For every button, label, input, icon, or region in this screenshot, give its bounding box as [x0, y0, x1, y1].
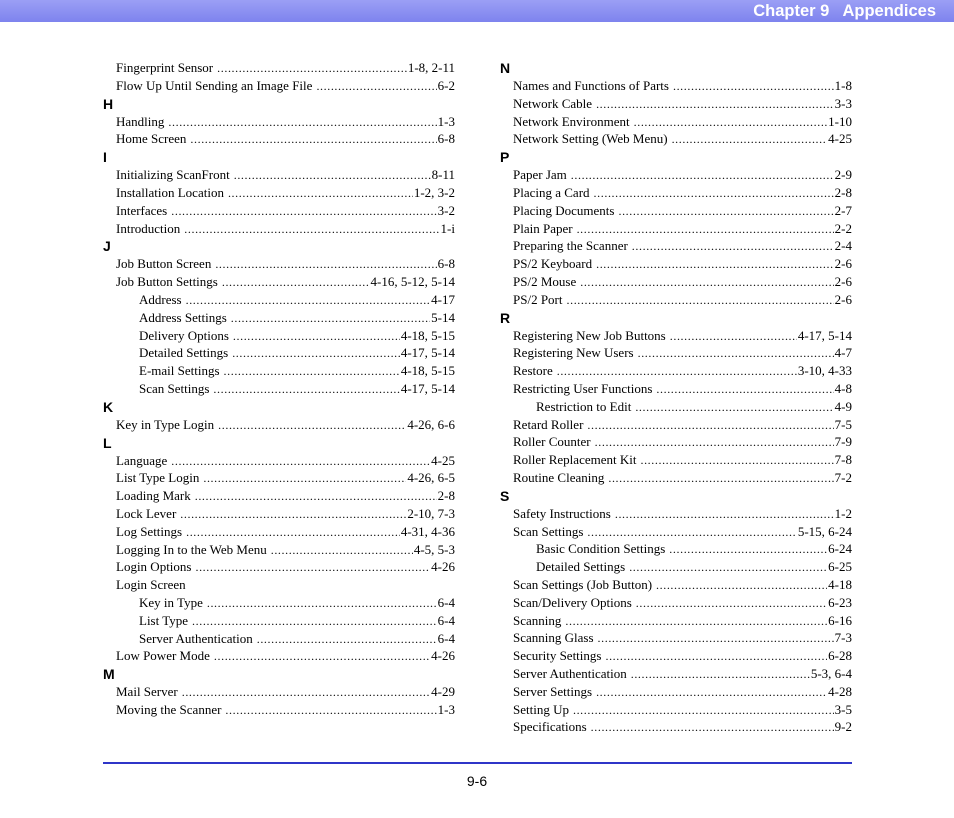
- index-column-right: [500, 59, 852, 736]
- index-entry[interactable]: [500, 594, 852, 612]
- index-subentry[interactable]: [103, 291, 455, 309]
- index-entry-page-ref[interactable]: 1-8, 2-11: [407, 60, 455, 75]
- index-entry[interactable]: [500, 113, 852, 131]
- index-entry-page-ref[interactable]: 6-4: [437, 630, 455, 646]
- index-entry-page-ref[interactable]: 7-8: [834, 452, 852, 468]
- index-entry-term: Registering New Job Buttons: [513, 327, 666, 343]
- index-subentry[interactable]: [103, 344, 455, 362]
- index-entry[interactable]: [500, 255, 852, 273]
- index-entry[interactable]: [500, 665, 852, 683]
- index-entry-term: Server Authentication: [513, 665, 627, 681]
- dot-leader: [218, 417, 406, 435]
- index-entry[interactable]: [500, 166, 852, 184]
- index-entry[interactable]: [103, 576, 455, 594]
- dot-leader: [573, 702, 834, 720]
- index-subentry[interactable]: [103, 362, 455, 380]
- dot-leader: [186, 524, 400, 542]
- index-entry-page-ref[interactable]: 3-2: [437, 202, 455, 218]
- index-entry-term: Job Button Settings: [116, 274, 218, 290]
- dot-leader: [656, 381, 833, 399]
- index-entry-term: Plain Paper: [513, 220, 573, 236]
- index-entry-page-ref[interactable]: 4-26: [431, 648, 455, 664]
- dot-leader: [670, 328, 797, 346]
- index-entry[interactable]: [500, 433, 852, 451]
- dot-leader: [605, 648, 827, 666]
- index-entry-page-ref[interactable]: 4-31, 4-36: [400, 523, 455, 539]
- dot-leader: [214, 648, 430, 666]
- dot-leader: [669, 541, 827, 559]
- index-entry[interactable]: [500, 130, 852, 148]
- index-entry-term: Roller Replacement Kit: [513, 452, 637, 468]
- index-entry[interactable]: [103, 130, 455, 148]
- index-entry-term: Scan Settings (Job Button): [513, 576, 653, 592]
- index-entry-term: Restriction to Edit: [536, 398, 632, 414]
- index-entry-term: Restore: [513, 363, 553, 379]
- dot-leader: [182, 684, 430, 702]
- index-entry[interactable]: [500, 576, 852, 594]
- index-entry-page-ref[interactable]: 4-17, 5-14: [400, 345, 455, 361]
- dot-leader: [580, 274, 833, 292]
- index-entry[interactable]: [103, 469, 455, 487]
- index-entry-page-ref[interactable]: 1-3: [437, 113, 455, 129]
- index-subentry[interactable]: [103, 612, 455, 630]
- index-entry[interactable]: [500, 95, 852, 113]
- index-entry-page-ref[interactable]: 1-10: [828, 113, 852, 129]
- dot-leader: [195, 559, 430, 577]
- dot-leader: [225, 702, 436, 720]
- index-entry-page-ref[interactable]: 2-9: [834, 167, 852, 183]
- index-entry-page-ref[interactable]: 4-28: [828, 683, 852, 699]
- index-entry[interactable]: [103, 647, 455, 665]
- index-entry-term: List Type Login: [116, 470, 200, 486]
- index-entry-page-ref[interactable]: 1-2: [834, 505, 852, 521]
- index-entry-term: Server Authentication: [139, 630, 253, 646]
- dot-leader: [224, 363, 400, 381]
- index-entry-term: Registering New Users: [513, 345, 634, 361]
- dot-leader: [577, 221, 834, 239]
- index-entry[interactable]: [103, 701, 455, 719]
- index-entry-page-ref[interactable]: 4-18: [828, 576, 852, 592]
- dot-leader: [192, 613, 437, 631]
- index-entry-page-ref[interactable]: 4-26: [431, 559, 455, 575]
- index-entry[interactable]: [500, 380, 852, 398]
- index-entry-page-ref[interactable]: 4-18, 5-15: [400, 327, 455, 343]
- index-entry[interactable]: [103, 184, 455, 202]
- index-entry[interactable]: [103, 541, 455, 559]
- index-entry[interactable]: [103, 166, 455, 184]
- dot-leader: [234, 167, 431, 185]
- index-entry[interactable]: [103, 77, 455, 95]
- index-entry-term: Scanning: [513, 612, 562, 628]
- index-entry-term: Interfaces: [116, 202, 168, 218]
- index-entry-page-ref[interactable]: 3-3: [834, 95, 852, 111]
- index-entry-term: Detailed Settings: [139, 345, 229, 361]
- index-entry-term: PS/2 Mouse: [513, 273, 577, 289]
- index-entry-page-ref[interactable]: 7-2: [834, 469, 852, 485]
- dot-leader: [171, 203, 436, 221]
- index-entry-term: Network Cable: [513, 95, 593, 111]
- dot-leader: [638, 345, 834, 363]
- index-subentry[interactable]: [500, 558, 852, 576]
- index-letter-heading: H: [103, 95, 114, 112]
- index-letter-heading: K: [103, 398, 114, 415]
- index-entry[interactable]: [103, 523, 455, 541]
- index-entry-term: Low Power Mode: [116, 648, 210, 664]
- dot-leader: [615, 506, 834, 524]
- dot-leader: [171, 453, 430, 471]
- index-subentry[interactable]: [103, 327, 455, 345]
- index-entry-term: Job Button Screen: [116, 256, 212, 272]
- index-entry[interactable]: [500, 291, 852, 309]
- index-entry-page-ref[interactable]: 2-6: [834, 291, 852, 307]
- index-entry-term: Network Setting (Web Menu): [513, 131, 668, 147]
- dot-leader: [186, 292, 431, 310]
- index-entry-page-ref[interactable]: 7-5: [834, 416, 852, 432]
- index-entry-term: Fingerprint Sensor: [116, 60, 214, 75]
- index-entry[interactable]: [500, 273, 852, 291]
- index-entry[interactable]: [500, 202, 852, 220]
- index-entry[interactable]: [103, 452, 455, 470]
- index-entry[interactable]: [103, 220, 455, 238]
- dot-leader: [231, 310, 430, 328]
- index-entry-page-ref[interactable]: 2-6: [834, 273, 852, 289]
- index-letter-heading: P: [500, 149, 510, 166]
- index-entry[interactable]: [500, 77, 852, 95]
- index-entry-term: Key in Type Login: [116, 416, 215, 432]
- index-entry-page-ref[interactable]: 4-26, 6-6: [407, 416, 455, 432]
- index-entry-page-ref[interactable]: 3-10, 4-33: [797, 363, 852, 379]
- index-entry-term: Loading Mark: [116, 488, 191, 504]
- index-entry[interactable]: [500, 718, 852, 736]
- dot-leader: [184, 221, 439, 239]
- index-entry-term: Basic Condition Settings: [536, 541, 666, 557]
- index-entry-page-ref[interactable]: 4-18, 5-15: [400, 363, 455, 379]
- index-entry-page-ref[interactable]: 1-8: [834, 78, 852, 93]
- index-entry-term: Safety Instructions: [513, 505, 611, 521]
- index-entry[interactable]: [103, 113, 455, 131]
- index-entry[interactable]: [103, 487, 455, 505]
- dot-leader: [190, 131, 436, 149]
- dot-leader: [316, 78, 436, 96]
- index-entry-page-ref[interactable]: 1-i: [440, 220, 455, 236]
- index-entry[interactable]: [103, 273, 455, 291]
- dot-leader: [222, 274, 370, 292]
- index-entry-page-ref[interactable]: 2-6: [834, 256, 852, 272]
- index-entry-term: PS/2 Keyboard: [513, 256, 593, 272]
- dot-leader: [271, 542, 413, 560]
- dot-leader: [565, 613, 827, 631]
- index-entry-term: Scan/Delivery Options: [513, 594, 632, 610]
- index-entry-term: Home Screen: [116, 131, 187, 147]
- index-entry-term: Placing a Card: [513, 184, 590, 200]
- footer-rule: [103, 762, 852, 764]
- dot-leader: [195, 488, 437, 506]
- index-entry-page-ref[interactable]: 6-16: [828, 612, 852, 628]
- dot-leader: [632, 238, 834, 256]
- index-entry[interactable]: [103, 683, 455, 701]
- index-entry-page-ref[interactable]: 4-9: [834, 398, 852, 414]
- dot-leader: [596, 256, 834, 274]
- index-entry-page-ref[interactable]: 6-24: [828, 541, 852, 557]
- index-entry-page-ref[interactable]: 7-9: [834, 434, 852, 450]
- index-entry-page-ref[interactable]: 4-17, 5-14: [797, 327, 852, 343]
- dot-leader: [257, 631, 437, 649]
- index-entry-page-ref[interactable]: 2-8: [437, 488, 455, 504]
- index-entry-term: Detailed Settings: [536, 559, 626, 575]
- index-entry-page-ref[interactable]: 6-28: [828, 648, 852, 664]
- index-subentry[interactable]: [500, 398, 852, 416]
- index-entry[interactable]: [500, 451, 852, 469]
- index-entry-term: PS/2 Port: [513, 291, 563, 307]
- index-entry-page-ref[interactable]: 4-17: [431, 291, 455, 307]
- index-entry[interactable]: [500, 523, 852, 541]
- dot-leader: [608, 470, 833, 488]
- dot-leader: [228, 185, 413, 203]
- dot-leader: [673, 78, 834, 96]
- index-letter-heading: R: [500, 309, 511, 326]
- index-entry-term: Scan Settings: [513, 523, 584, 539]
- index-entry-term: Log Settings: [116, 523, 183, 539]
- index-letter-heading: I: [103, 149, 107, 166]
- dot-leader: [591, 719, 834, 737]
- index-entry-term: Moving the Scanner: [116, 701, 222, 717]
- index-entry[interactable]: [500, 505, 852, 523]
- index-entry[interactable]: [500, 220, 852, 238]
- index-entry-page-ref[interactable]: 1-2, 3-2: [413, 184, 455, 200]
- index-entry[interactable]: [500, 612, 852, 630]
- index-entry-page-ref[interactable]: 4-25: [431, 452, 455, 468]
- index-column-left: [103, 59, 455, 719]
- index-entry-page-ref[interactable]: 6-8: [437, 131, 455, 147]
- dot-leader: [207, 595, 437, 613]
- index-entry-term: Routine Cleaning: [513, 469, 605, 485]
- dot-leader: [656, 577, 827, 595]
- dot-leader: [571, 167, 834, 185]
- index-entry-term: Scan Settings: [139, 380, 210, 396]
- chapter-title: Chapter 9 Appendices: [753, 2, 936, 20]
- index-entry-page-ref[interactable]: 6-25: [828, 559, 852, 575]
- index-entry-term: Server Settings: [513, 683, 593, 699]
- index-entry[interactable]: [500, 327, 852, 345]
- index-entry-page-ref[interactable]: 5-15, 6-24: [797, 523, 852, 539]
- dot-leader: [631, 666, 810, 684]
- index-entry[interactable]: [500, 647, 852, 665]
- index-entry[interactable]: [103, 416, 455, 434]
- dot-leader: [596, 96, 834, 114]
- index-entry-page-ref[interactable]: 4-5, 5-3: [413, 541, 455, 557]
- dot-leader: [567, 292, 834, 310]
- index-entry-page-ref[interactable]: 5-3, 6-4: [810, 665, 852, 681]
- dot-leader: [587, 417, 833, 435]
- index-entry-term: Handling: [116, 113, 165, 129]
- index-entry[interactable]: [500, 237, 852, 255]
- index-entry-term: Mail Server: [116, 684, 178, 700]
- index-entry-page-ref[interactable]: 5-14: [431, 309, 455, 325]
- index-entry-page-ref[interactable]: 4-29: [431, 684, 455, 700]
- index-entry[interactable]: [103, 202, 455, 220]
- page-number: 9-6: [466, 773, 488, 789]
- index-entry[interactable]: [500, 683, 852, 701]
- index-entry-term: Network Environment: [513, 113, 630, 129]
- index-entry-page-ref[interactable]: 6-4: [437, 612, 455, 628]
- index-entry[interactable]: [500, 344, 852, 362]
- index-entry[interactable]: [500, 362, 852, 380]
- index-entry-term: Paper Jam: [513, 167, 567, 183]
- index-entry-term: Specifications: [513, 719, 587, 735]
- index-letter-heading: N: [500, 60, 511, 76]
- index-entry[interactable]: [500, 701, 852, 719]
- index-entry[interactable]: [103, 59, 455, 77]
- index-entry-term: Language: [116, 452, 168, 468]
- index-entry-term: Login Options: [116, 559, 192, 575]
- dot-leader: [180, 506, 406, 524]
- dot-leader: [598, 630, 834, 648]
- index-entry-term: Roller Counter: [513, 434, 591, 450]
- index-entry-term: Flow Up Until Sending an Image File: [116, 77, 313, 93]
- index-entry-term: Installation Location: [116, 184, 224, 200]
- index-entry[interactable]: [500, 184, 852, 202]
- index-entry-term: Address: [139, 291, 182, 307]
- index-entry-page-ref[interactable]: 8-11: [431, 167, 455, 183]
- index-subentry[interactable]: [103, 380, 455, 398]
- index-entry-term: Restricting User Functions: [513, 380, 653, 396]
- dot-leader: [587, 524, 796, 542]
- index-subentry[interactable]: [103, 309, 455, 327]
- index-letter-heading: M: [103, 666, 115, 683]
- index-entry-term: Delivery Options: [139, 327, 229, 343]
- dot-leader: [636, 595, 827, 613]
- index-entry-page-ref[interactable]: 2-4: [834, 238, 852, 254]
- dot-leader: [640, 452, 833, 470]
- dot-leader: [594, 185, 834, 203]
- index-entry-term: Setting Up: [513, 701, 569, 717]
- dot-leader: [168, 114, 436, 132]
- dot-leader: [217, 60, 407, 78]
- dot-leader: [672, 131, 828, 149]
- index-entry-term: Scanning Glass: [513, 630, 594, 646]
- dot-leader: [232, 345, 400, 363]
- index-entry-page-ref[interactable]: 4-17, 5-14: [400, 380, 455, 396]
- index-entry-term: Logging In to the Web Menu: [116, 541, 267, 557]
- index-entry-term: Preparing the Scanner: [513, 238, 628, 254]
- index-entry-page-ref[interactable]: 6-2: [437, 77, 455, 93]
- index-entry-term: E-mail Settings: [139, 363, 220, 379]
- index-entry-page-ref[interactable]: 4-8: [834, 380, 852, 396]
- index-entry[interactable]: [103, 558, 455, 576]
- dot-leader: [595, 434, 834, 452]
- index-entry-term: Retard Roller: [513, 416, 584, 432]
- index-entry-page-ref[interactable]: 4-25: [828, 131, 852, 147]
- index-entry-page-ref[interactable]: 7-3: [834, 630, 852, 646]
- index-entry-term: Names and Functions of Parts: [513, 78, 669, 93]
- index-entry-page-ref[interactable]: 2-7: [834, 202, 852, 218]
- index-letter-heading: J: [103, 238, 111, 255]
- index-subentry[interactable]: [500, 540, 852, 558]
- index-entry-page-ref[interactable]: 6-4: [437, 594, 455, 610]
- dot-leader: [213, 381, 399, 399]
- index-entry-page-ref[interactable]: 1-3: [437, 701, 455, 717]
- index-subentry[interactable]: [103, 594, 455, 612]
- index-entry-page-ref[interactable]: 2-10, 7-3: [407, 505, 455, 521]
- index-entry-page-ref[interactable]: 2-8: [834, 184, 852, 200]
- index-entry-page-ref[interactable]: 6-8: [437, 256, 455, 272]
- dot-leader: [635, 399, 833, 417]
- index-entry-page-ref[interactable]: 4-7: [834, 345, 852, 361]
- index-entry-page-ref[interactable]: 4-16, 5-12, 5-14: [370, 274, 455, 290]
- index-entry[interactable]: [500, 469, 852, 487]
- index-entry-page-ref[interactable]: 9-2: [834, 719, 852, 735]
- dot-leader: [618, 203, 833, 221]
- index-entry-term: Initializing ScanFront: [116, 167, 230, 183]
- dot-leader: [203, 470, 406, 488]
- index-letter-heading: S: [500, 487, 510, 504]
- index-entry-term: Introduction: [116, 220, 181, 236]
- index-letter-heading: L: [103, 434, 112, 451]
- index-entry[interactable]: [103, 255, 455, 273]
- dot-leader: [634, 114, 828, 132]
- index-subentry[interactable]: [103, 630, 455, 648]
- index-entry-term: Placing Documents: [513, 202, 615, 218]
- index-entry[interactable]: [500, 416, 852, 434]
- chapter-header-band: [0, 0, 954, 22]
- index-entry-term: Login Screen: [116, 577, 186, 593]
- index-entry-term: Key in Type: [139, 594, 203, 610]
- dot-leader: [629, 559, 827, 577]
- index-entry-term: Address Settings: [139, 309, 227, 325]
- index-entry[interactable]: [103, 505, 455, 523]
- index-entry-page-ref[interactable]: 3-5: [834, 701, 852, 717]
- index-entry[interactable]: [500, 629, 852, 647]
- dot-leader: [596, 684, 827, 702]
- index-entry-term: List Type: [139, 612, 189, 628]
- index-entry-page-ref[interactable]: 4-26, 6-5: [407, 470, 455, 486]
- index-entry-page-ref[interactable]: 2-2: [834, 220, 852, 236]
- index-entry-term: Lock Lever: [116, 505, 177, 521]
- index-entry-page-ref[interactable]: 6-23: [828, 594, 852, 610]
- dot-leader: [557, 363, 797, 381]
- dot-leader: [215, 256, 436, 274]
- dot-leader: [233, 328, 400, 346]
- index-entry-term: Security Settings: [513, 648, 602, 664]
